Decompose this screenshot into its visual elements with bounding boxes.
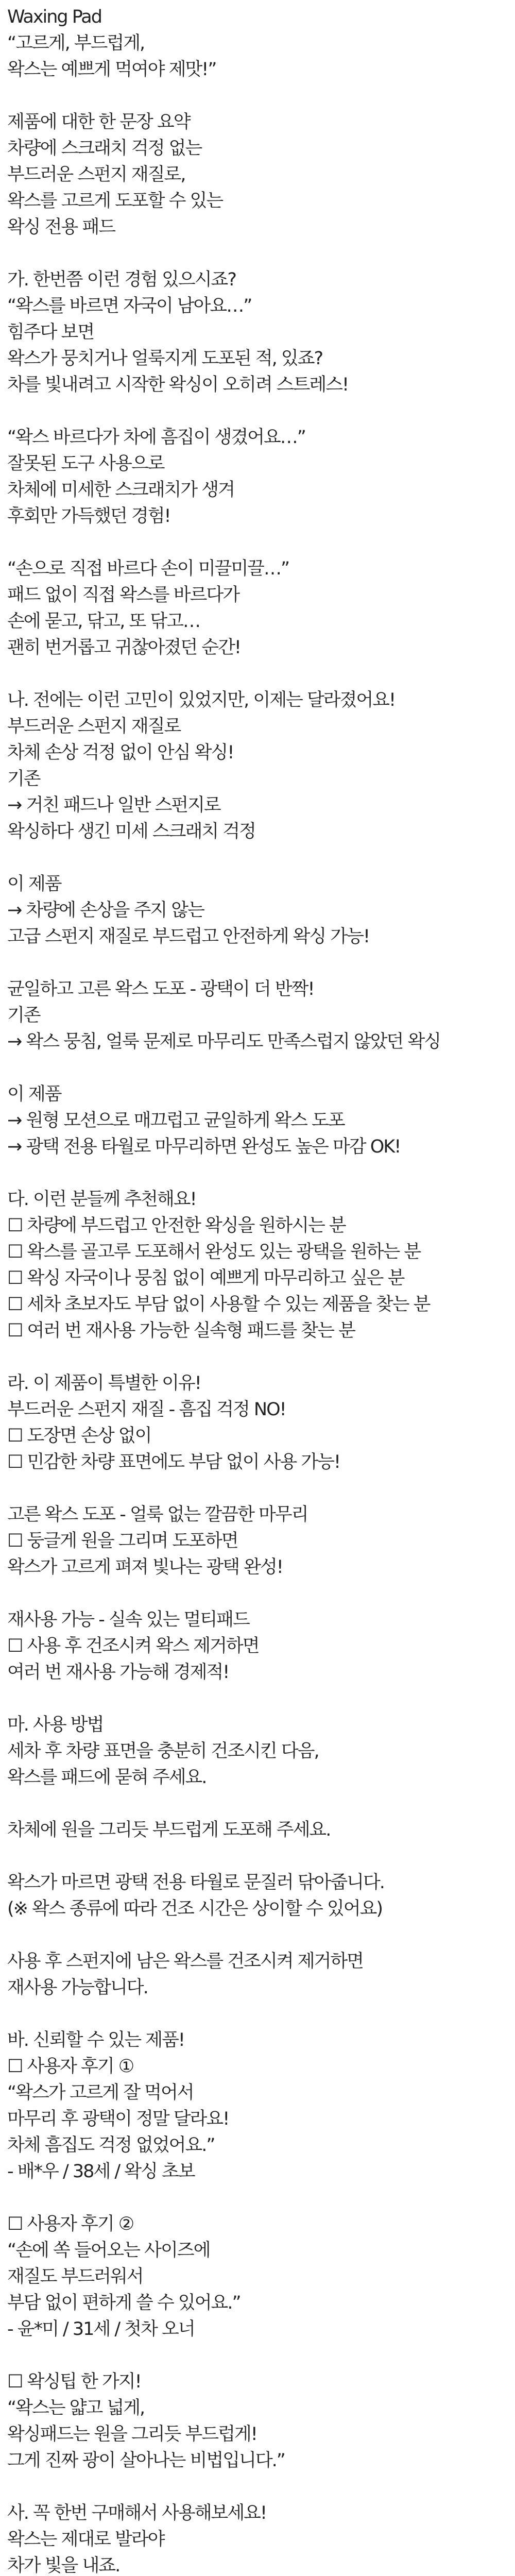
text-line: 기존 bbox=[7, 1005, 40, 1026]
text-line: 차를 빛내려고 시작한 왁싱이 오히려 스트레스! bbox=[7, 375, 349, 395]
blank-line bbox=[7, 1476, 502, 1502]
blank-line bbox=[7, 2185, 502, 2211]
text-line: 괜히 번거롭고 귀찮아졌던 순간! bbox=[7, 637, 241, 658]
text-line: “손에 쏙 들어오는 사이즈에 bbox=[7, 2240, 210, 2261]
blank-line bbox=[7, 1160, 502, 1187]
text-line: ☐ 차량에 부드럽고 안전한 왁싱을 원하시는 분 bbox=[7, 1215, 346, 1236]
text-line: 왁스가 마르면 광택 전용 타월로 문질러 닦아줍니다. bbox=[7, 1872, 384, 1893]
text-line: 차가 빛을 내죠. bbox=[7, 2555, 120, 2576]
text-line: 부담 없이 편하게 쓸 수 있어요.” bbox=[7, 2293, 241, 2313]
text-line: 차체 손상 걱정 없이 안심 왁싱! bbox=[7, 742, 234, 763]
text-line: → 광택 전용 타월로 마무리하면 완성도 높은 마감 OK! bbox=[7, 1137, 401, 1157]
blank-line bbox=[7, 398, 502, 425]
text-line: 가. 한번쯤 이런 경험 있으시죠? bbox=[7, 269, 236, 290]
text-line: ☐ 민감한 차량 표면에도 부담 없이 사용 가능! bbox=[7, 1452, 340, 1472]
text-line: 재질도 부드러워서 bbox=[7, 2266, 143, 2287]
blank-line bbox=[7, 845, 502, 871]
text-line: 패드 없이 직접 왁스를 바르다가 bbox=[7, 585, 239, 605]
text-line: - 윤*미 / 31세 / 첫차 오너 bbox=[7, 2319, 195, 2340]
text-line: 왁스는 예쁘게 먹여야 제맛!” bbox=[7, 59, 216, 80]
text-line: 왁싱 전용 패드 bbox=[7, 217, 115, 238]
text-line: ☐ 세차 초보자도 부담 없이 사용할 수 있는 제품을 찾는 분 bbox=[7, 1294, 430, 1315]
text-line: → 왁스 뭉침, 얼룩 문제로 마무리도 만족스럽지 않았던 왁싱 bbox=[7, 1031, 441, 1052]
text-line: 차체에 원을 그리듯 부드럽게 도포해 주세요. bbox=[7, 1820, 331, 1840]
text-line: (※ 왁스 종류에 따라 건조 시간은 상이할 수 있어요) bbox=[7, 1899, 383, 1919]
text-line: 부드러운 스펀지 재질로 bbox=[7, 716, 181, 737]
text-line: 라. 이 제품이 특별한 이유! bbox=[7, 1373, 201, 1394]
text-line: “고르게, 부드럽게, bbox=[7, 33, 145, 54]
text-line: 균일하고 고른 왁스 도포 - 광택이 더 반짝! bbox=[7, 979, 314, 999]
text-line: 부드러운 스펀지 재질로, bbox=[7, 164, 185, 185]
text-line: ☐ 사용자 후기 ① bbox=[7, 2056, 134, 2077]
blank-line bbox=[7, 83, 502, 109]
text-line: 왁스가 뭉치거나 얼룩지게 도포된 적, 있죠? bbox=[7, 348, 323, 369]
text-line: 왁싱하다 생긴 미세 스크래치 걱정 bbox=[7, 821, 255, 842]
text-line: 다. 이런 분들께 추천해요! bbox=[7, 1189, 196, 1210]
text-line: “손으로 직접 바르다 손이 미끌미끌…” bbox=[7, 558, 289, 579]
text-line: 세차 후 차량 표면을 충분히 건조시킨 다음, bbox=[7, 1741, 319, 1761]
text-line: 고른 왁스 도포 - 얼룩 없는 깔끔한 마무리 bbox=[7, 1504, 308, 1525]
blank-line bbox=[7, 2001, 502, 2027]
blank-line bbox=[7, 661, 502, 687]
text-line: “왁스 바르다가 차에 흠집이 생겼어요…” bbox=[7, 427, 305, 448]
text-line: 재사용 가능합니다. bbox=[7, 1977, 148, 1998]
blank-line bbox=[7, 1791, 502, 1817]
blank-line bbox=[7, 950, 502, 976]
document-title: Waxing Pad bbox=[7, 7, 101, 27]
text-line: ☐ 도장면 손상 없이 bbox=[7, 1426, 151, 1446]
text-line: “왁스가 고르게 잘 먹어서 bbox=[7, 2082, 194, 2103]
text-line: 재사용 가능 - 실속 있는 멀티패드 bbox=[7, 1609, 249, 1630]
text-line: 바. 신뢰할 수 있는 제품! bbox=[7, 2030, 184, 2050]
text-line: 잘못된 도구 사용으로 bbox=[7, 453, 164, 474]
text-line: 왁스는 제대로 발라야 bbox=[7, 2529, 164, 2550]
text-line: → 거친 패드나 일반 스펀지로 bbox=[7, 795, 220, 816]
text-line: 부드러운 스펀지 재질 - 흠집 걱정 NO! bbox=[7, 1399, 286, 1420]
text-line: ☐ 사용 후 건조시켜 왁스 제거하면 bbox=[7, 1636, 259, 1656]
text-line: 사. 꼭 한번 구매해서 사용해보세요! bbox=[7, 2503, 266, 2523]
text-line: 왁스가 고르게 펴져 빛나는 광택 완성! bbox=[7, 1557, 283, 1578]
text-line: 왁싱패드는 원을 그리듯 부드럽게! bbox=[7, 2424, 257, 2445]
text-line: ☐ 사용자 후기 ② bbox=[7, 2214, 134, 2234]
blank-line bbox=[7, 2343, 502, 2369]
text-line: ☐ 여러 번 재사용 가능한 실속형 패드를 찾는 분 bbox=[7, 1320, 355, 1341]
text-line: 이 제품 bbox=[7, 1084, 61, 1105]
text-line: 차량에 스크래치 걱정 없는 bbox=[7, 138, 202, 159]
text-line: 마무리 후 광택이 정말 달라요! bbox=[7, 2109, 229, 2129]
blank-line bbox=[7, 1922, 502, 1948]
text-line: ☐ 둥글게 원을 그리며 도포하면 bbox=[7, 1531, 238, 1551]
text-line: 그게 진짜 광이 살아나는 비법입니다.” bbox=[7, 2450, 285, 2471]
blank-line bbox=[7, 241, 502, 267]
text-line: 기존 bbox=[7, 769, 40, 789]
blank-line bbox=[7, 1581, 502, 1607]
blank-line bbox=[7, 1843, 502, 1870]
text-line: 고급 스펀지 재질로 부드럽고 안전하게 왁싱 가능! bbox=[7, 926, 369, 947]
text-line: 왁스를 고르게 도포할 수 있는 bbox=[7, 191, 223, 211]
text-line: “왁스는 얇고 넓게, bbox=[7, 2398, 145, 2418]
text-line: 차체 흠집도 걱정 없었어요.” bbox=[7, 2135, 215, 2156]
text-line: 마. 사용 방법 bbox=[7, 1715, 104, 1735]
text-line: 사용 후 스펀지에 남은 왁스를 건조시켜 제거하면 bbox=[7, 1951, 363, 1972]
text-line: 후회만 가득했던 경험! bbox=[7, 506, 170, 527]
text-line: → 원형 모션으로 매끄럽고 균일하게 왁스 도포 bbox=[7, 1110, 345, 1131]
text-line: - 배*우 / 38세 / 왁싱 초보 bbox=[7, 2161, 195, 2182]
text-line: 힘주다 보면 bbox=[7, 322, 94, 343]
blank-line bbox=[7, 2474, 502, 2500]
text-line: ☐ 왁싱 자국이나 뭉침 없이 예쁘게 마무리하고 싶은 분 bbox=[7, 1268, 404, 1289]
blank-line bbox=[7, 1344, 502, 1370]
blank-line bbox=[7, 1686, 502, 1712]
text-line: → 차량에 손상을 주지 않는 bbox=[7, 900, 204, 921]
text-line: ☐ 왁싱팁 한 가지! bbox=[7, 2371, 141, 2392]
text-line: 여러 번 재사용 가능해 경제적! bbox=[7, 1662, 229, 1683]
text-line: 제품에 대한 한 문장 요약 bbox=[7, 112, 190, 132]
text-line: 나. 전에는 이런 고민이 있었지만, 이제는 달라졌어요! bbox=[7, 690, 396, 710]
text-line: 손에 묻고, 닦고, 또 닦고… bbox=[7, 611, 200, 632]
text-line: 왁스를 패드에 묻혀 주세요. bbox=[7, 1767, 207, 1788]
blank-line bbox=[7, 1055, 502, 1081]
text-line: 차체에 미세한 스크래치가 생겨 bbox=[7, 480, 234, 500]
text-line: ☐ 왁스를 골고루 도포해서 완성도 있는 광택을 원하는 분 bbox=[7, 1242, 421, 1262]
blank-line bbox=[7, 530, 502, 556]
text-line: “왁스를 바르면 자국이 남아요…” bbox=[7, 296, 252, 316]
text-line: 이 제품 bbox=[7, 874, 61, 894]
